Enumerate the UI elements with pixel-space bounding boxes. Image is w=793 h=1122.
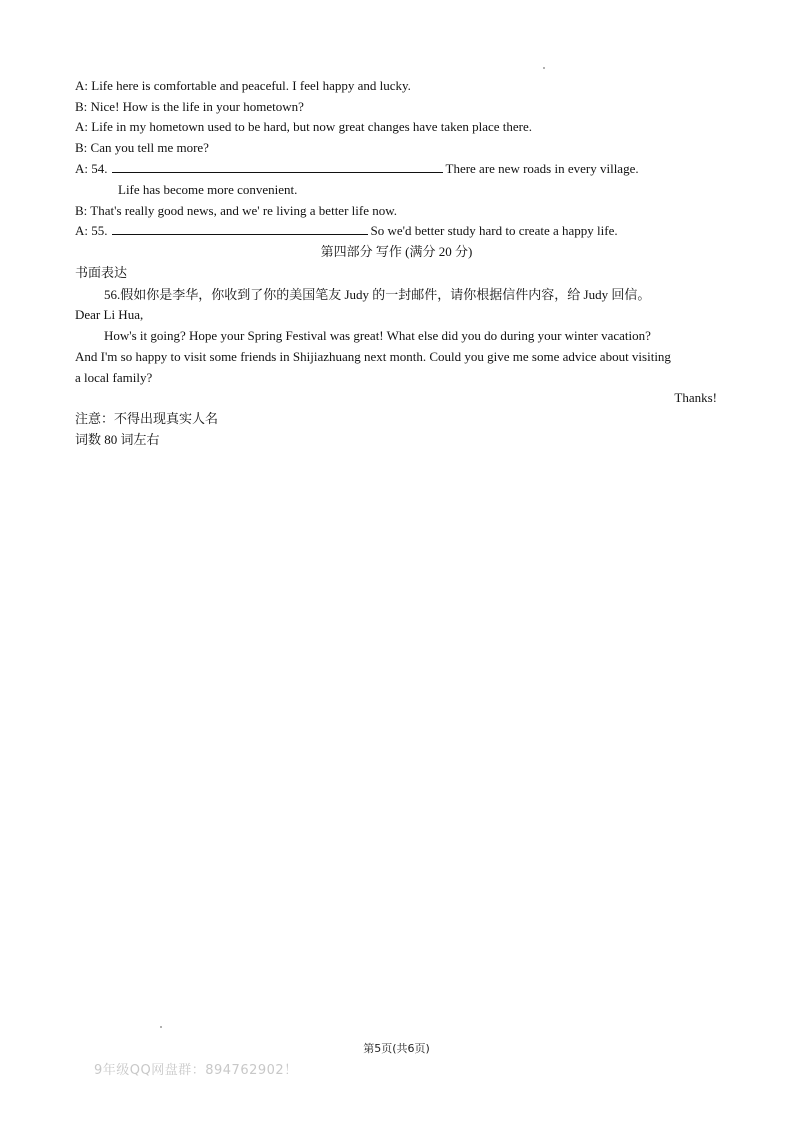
question-55-blank[interactable] bbox=[112, 222, 368, 235]
dialogue-line-6: Life has become more convenient. bbox=[118, 182, 298, 197]
scan-speck bbox=[160, 1026, 162, 1028]
question-55-text: So we'd better study hard to create a happy life. bbox=[370, 223, 618, 238]
letter-body-line-3: a local family? bbox=[75, 370, 153, 385]
task-prompt: 56.假如你是李华，你收到了你的美国笔友 Judy 的一封邮件，请你根据信件内容，给 Judy 回信。 bbox=[104, 287, 651, 302]
question-55 bbox=[75, 222, 618, 240]
dialogue-line-3: A: Life in my hometown used to be hard, but now great changes have taken place there. bbox=[75, 119, 533, 134]
section-heading: 第四部分 写作 (满分 20 分) bbox=[320, 244, 473, 259]
watermark: 9年级QQ网盘群：894762902！ bbox=[94, 1063, 298, 1078]
dialogue-line-1: A: Life here is comfortable and peaceful. I feel happy and lucky. bbox=[75, 78, 411, 93]
page-number: 第5页(共6页) bbox=[363, 1042, 430, 1055]
question-55-number: A: 55. bbox=[75, 223, 108, 238]
question-54-blank[interactable] bbox=[112, 160, 443, 173]
dialogue-line-7: B: That's really good news, and we' re living a better life now. bbox=[75, 203, 398, 218]
question-54-number: A: 54. bbox=[75, 161, 108, 176]
letter-salutation: Dear Li Hua, bbox=[75, 307, 144, 322]
dialogue-line-4: B: Can you tell me more? bbox=[75, 140, 209, 155]
section-subheading: 书面表达 bbox=[75, 265, 128, 280]
note-line-2: 词数 80 词左右 bbox=[75, 432, 160, 447]
letter-body-line-2: And I'm so happy to visit some friends in Shijiazhuang next month. Could you give me some advice about visiting bbox=[75, 349, 671, 364]
question-54-text: There are new roads in every village. bbox=[445, 161, 639, 176]
question-54 bbox=[75, 160, 639, 178]
scan-speck bbox=[543, 67, 545, 69]
letter-body-line-1: How's it going? Hope your Spring Festival was great! What else did you do during your winter vacation? bbox=[104, 328, 651, 343]
dialogue-line-2: B: Nice! How is the life in your hometown? bbox=[75, 99, 304, 114]
letter-closing: Thanks! bbox=[674, 390, 717, 405]
note-line-1: 注意：不得出现真实人名 bbox=[75, 411, 219, 426]
